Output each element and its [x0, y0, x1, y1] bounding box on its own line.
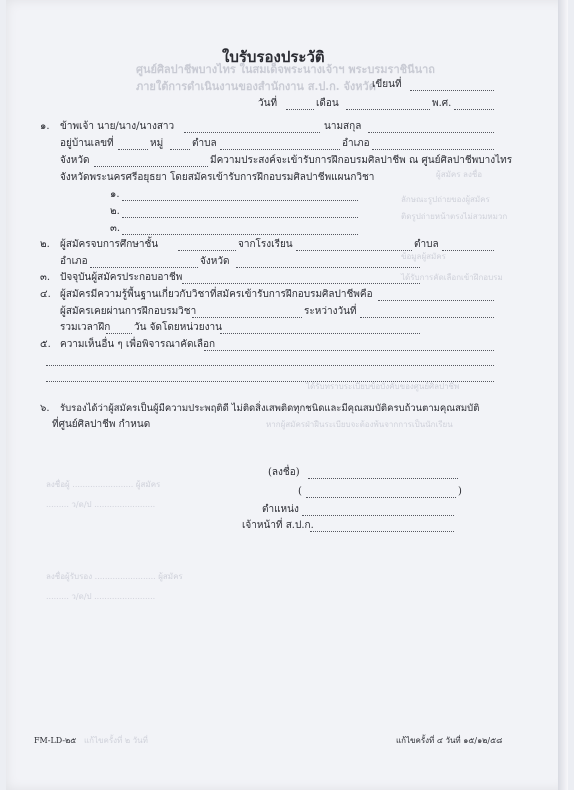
- form-title: ใบรับรองประวัติ: [222, 48, 325, 66]
- school-tambon-label: ตำบล: [414, 239, 439, 250]
- bleed-through-text: ลงชื่อผู้รับรอง ........................ ผู้สมัคร: [46, 572, 183, 581]
- intent-text: มีความประสงค์จะเข้ารับการฝึกอบรมศิลปาชีพ ณ ศูนย์ศิลปาชีพบางไทร: [210, 155, 513, 166]
- school-amphoe-label: อำเภอ: [60, 256, 88, 267]
- other-comments-label: ความเห็นอื่น ๆ เพื่อพิจารณาคัดเลือก: [60, 339, 216, 350]
- education-field[interactable]: [178, 249, 236, 251]
- certification-text-cont: ที่ศูนย์ศิลปาชีพ กำหนด: [52, 419, 151, 430]
- paren-close: ): [458, 486, 462, 497]
- course-option-2-label: ๒.: [110, 206, 120, 217]
- signature-label: (ลงชื่อ): [268, 467, 300, 478]
- school-tambon-field[interactable]: [442, 249, 494, 251]
- bleed-through-text: ......... ว/ด/ป ........................: [46, 500, 156, 509]
- province-field[interactable]: [94, 165, 208, 167]
- province-label: จังหวัด: [60, 155, 90, 166]
- name-field[interactable]: [184, 131, 320, 133]
- bleed-through-text: ......... ว/ด/ป ........................: [46, 592, 156, 601]
- officer-field[interactable]: [310, 530, 454, 532]
- period-label: ระหว่างวันที่: [304, 306, 357, 317]
- surname-field[interactable]: [368, 131, 494, 133]
- school-province-field[interactable]: [236, 266, 420, 268]
- section3-number: ๓.: [40, 272, 51, 283]
- bleed-through-text: ได้รับการคัดเลือกเข้าฝึกอบรม: [401, 273, 503, 282]
- amphoe-label: อำเภอ: [342, 138, 370, 149]
- period-field[interactable]: [360, 316, 494, 318]
- amphoe-field[interactable]: [372, 148, 494, 150]
- signature-field[interactable]: [308, 477, 458, 479]
- course-text: จังหวัดพระนครศรีอยุธยา โดยสมัครเข้ารับการฝึกอบรมศิลปาชีพแผนกวิชา: [60, 172, 375, 183]
- section2-number: ๒.: [40, 239, 50, 250]
- written-at-label: เขียนที่: [372, 79, 402, 90]
- surname-label: นามสกุล: [324, 121, 362, 132]
- section1-number: ๑.: [40, 121, 50, 132]
- course-option-3-label: ๓.: [110, 223, 121, 234]
- address-field[interactable]: [118, 148, 148, 150]
- course-option-1-label: ๑.: [110, 189, 120, 200]
- year-field[interactable]: [454, 108, 494, 110]
- section4-number: ๔.: [40, 289, 51, 300]
- moo-label: หมู่: [150, 138, 164, 149]
- basic-knowledge-label: ผู้สมัครมีความรู้พื้นฐานเกี่ยวกับวิชาที่สมัครเข้ารับการฝึกอบรมศิลปาชีพคือ: [60, 289, 373, 300]
- bleed-through-text: ติดรูปถ่ายหน้าตรงไม่สวมหมวก: [401, 212, 508, 221]
- section5-number: ๕.: [40, 339, 51, 350]
- total-label: รวมเวลาฝึก: [60, 322, 111, 333]
- organizer-label: วัน จัดโดยหน่วยงาน: [134, 322, 222, 333]
- comment-line-1[interactable]: [204, 349, 494, 351]
- day-label: วันที่: [258, 98, 278, 109]
- revision-info: แก้ไขครั้งที่ ๔ วันที่ ๑๕/๑๒/๕๘: [396, 736, 503, 745]
- paren-open: (: [298, 486, 302, 497]
- comment-line-2[interactable]: [46, 364, 494, 366]
- month-field[interactable]: [346, 108, 430, 110]
- occupation-field[interactable]: [182, 282, 420, 284]
- form-code: FM-LD-๒๕: [34, 736, 77, 745]
- day-field[interactable]: [286, 108, 314, 110]
- bleed-through-text: แก้ไขครั้งที่ ๒ วันที่: [84, 736, 148, 745]
- course-option-3-field[interactable]: [122, 233, 358, 235]
- officer-label: เจ้าหน้าที่ ส.ป.ก.: [242, 520, 314, 531]
- total-days-field[interactable]: [106, 332, 132, 334]
- school-field[interactable]: [296, 249, 412, 251]
- position-label: ตำแหน่ง: [262, 504, 299, 515]
- school-province-label: จังหวัด: [200, 256, 230, 267]
- trained-label: ผู้สมัครเคยผ่านการฝึกอบรมวิชา: [60, 306, 197, 317]
- education-label: ผู้สมัครจบการศึกษาชั้น: [60, 239, 159, 250]
- year-label: พ.ศ.: [432, 98, 452, 109]
- school-label: จากโรงเรียน: [238, 239, 293, 250]
- page-edge: [558, 0, 568, 790]
- school-amphoe-field[interactable]: [90, 266, 198, 268]
- month-label: เดือน: [316, 98, 339, 109]
- bleed-through-text: หากผู้สมัครฝ่าฝืนระเบียบจะต้องพ้นจากการเป็นนักเรียน: [266, 420, 453, 429]
- course-option-1-field[interactable]: [122, 199, 358, 201]
- bleed-through-text: ภายใต้การดำเนินงานของสำนักงาน ส.ป.ก. จังหวัด: [136, 80, 376, 93]
- organizer-field[interactable]: [220, 332, 420, 334]
- occupation-label: ปัจจุบันผู้สมัครประกอบอาชีพ: [60, 272, 183, 283]
- section6-number: ๖.: [40, 403, 50, 414]
- certification-text: รับรองได้ว่าผู้สมัครเป็นผู้มีความประพฤติดี ไม่ติดสิ่งเสพติดทุกชนิดและมีคุณสมบัติครบถ้วนตามคุณสมบัติ: [60, 403, 480, 414]
- tambon-label: ตำบล: [192, 138, 217, 149]
- tambon-field[interactable]: [220, 148, 340, 150]
- bleed-through-text: ศูนย์ศิลปาชีพบางไทร ในสมเด็จพระนางเจ้าฯ พระบรมราชินีนาถ: [136, 63, 435, 76]
- bleed-through-text: ลักษณะรูปถ่ายของผู้สมัคร: [401, 195, 490, 204]
- position-field[interactable]: [302, 514, 454, 516]
- name-label: ข้าพเจ้า นาย/นาง/นางสาว: [60, 121, 175, 132]
- trained-field[interactable]: [192, 316, 302, 318]
- document-page: [6, 0, 568, 790]
- bleed-through-text: ข้อมูลผู้สมัคร: [401, 252, 446, 261]
- bleed-through-text: ลงชื่อผู้ ........................ ผู้สมัคร: [46, 480, 161, 489]
- basic-knowledge-field[interactable]: [378, 299, 494, 301]
- bleed-through-text: ผู้สมัคร ลงชื่อ: [436, 170, 483, 179]
- moo-field[interactable]: [170, 148, 190, 150]
- bleed-through-text: ได้รับทราบระเบียบข้อบังคับของศูนย์ศิลปาชีพ: [306, 382, 460, 391]
- written-at-field[interactable]: [410, 89, 494, 91]
- printed-name-field[interactable]: [306, 496, 456, 498]
- course-option-2-field[interactable]: [122, 216, 358, 218]
- comment-line-3[interactable]: [46, 380, 494, 382]
- address-label: อยู่บ้านเลขที่: [60, 138, 114, 149]
